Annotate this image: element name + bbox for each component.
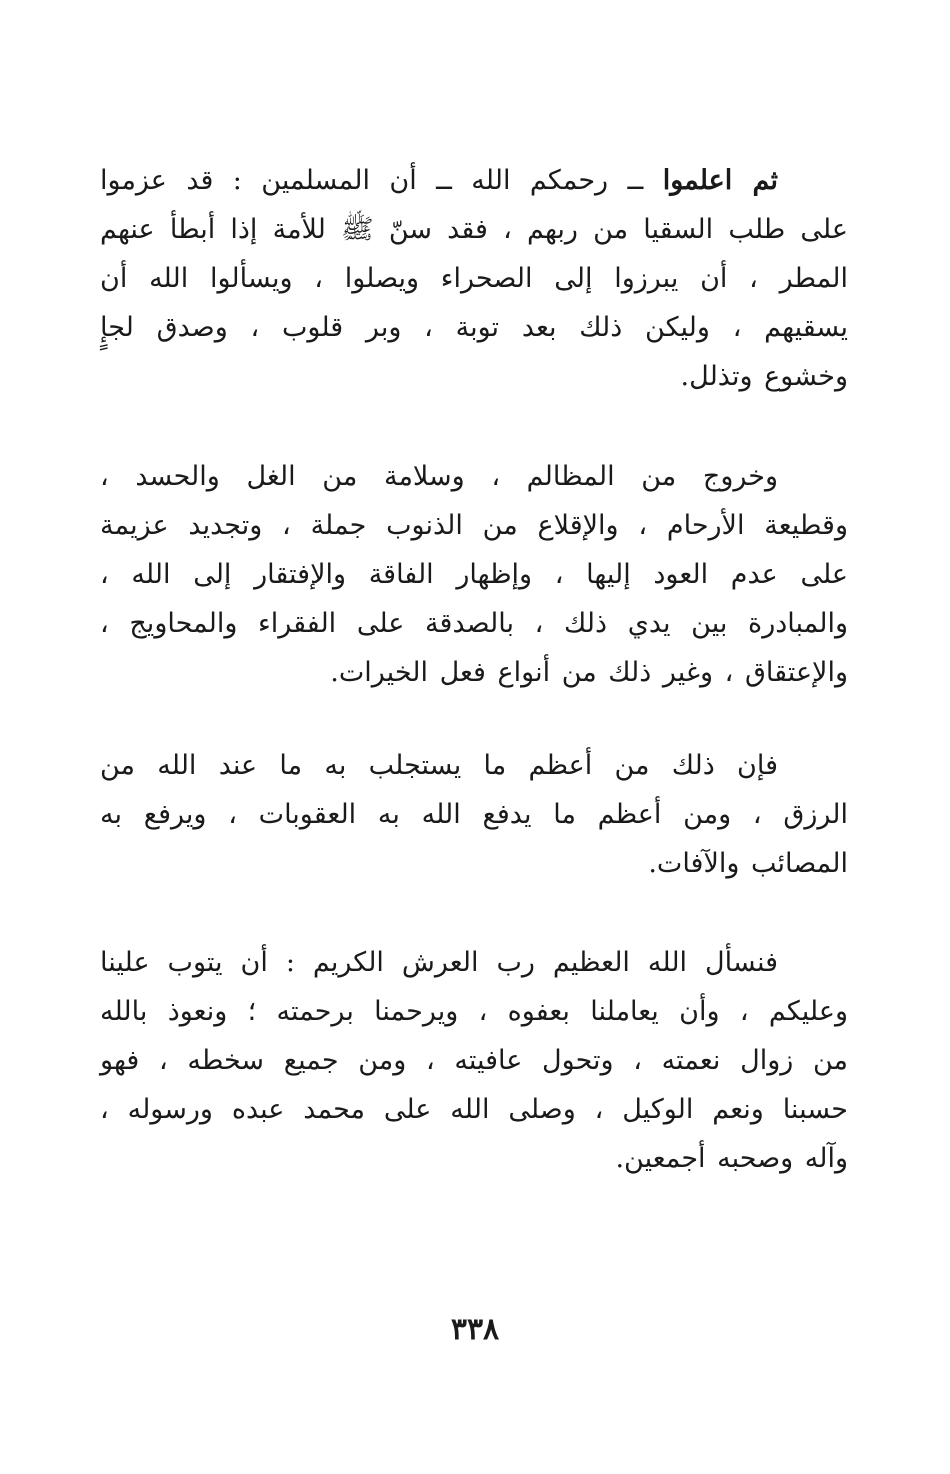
paragraph-3: [100, 741, 848, 888]
paragraph-line: حسبنا ونعم الوكيل ، وصلى الله على محمد عبده ورسوله ،: [100, 1094, 848, 1125]
paragraph-4: [100, 938, 848, 1183]
paragraph-lead: ثم اعلموا: [662, 165, 778, 196]
page-number: ٣٣٨: [450, 1312, 500, 1347]
paragraph-line: على عدم العود إليها ، وإظهار الفاقة والإفتقار إلى الله ،: [100, 559, 848, 590]
paragraph-line: وآله وصحبه أجمعين.: [615, 1143, 848, 1174]
paragraph-line: والإعتقاق ، وغير ذلك من أنواع فعل الخيرات.: [330, 657, 848, 688]
paragraph-2: [100, 452, 848, 697]
paragraph-line: فنسأل الله العظيم رب العرش الكريم : أن يتوب علينا: [100, 947, 778, 978]
paragraph-line: الرزق ، ومن أعظم ما يدفع الله به العقوبات ، ويرفع به: [100, 799, 848, 830]
paragraph-line: وخشوع وتذلل.: [680, 361, 848, 392]
paragraph-1: [100, 156, 848, 401]
paragraph-line: فإن ذلك من أعظم ما يستجلب به ما عند الله من: [100, 750, 778, 781]
paragraph-line: وعليكم ، وأن يعاملنا بعفوه ، ويرحمنا برحمته ؛ ونعوذ بالله: [100, 996, 848, 1027]
paragraph-line: والمبادرة بين يدي ذلك ، بالصدقة على الفقراء والمحاويج ،: [100, 608, 848, 639]
paragraph-line: وخروج من المظالم ، وسلامة من الغل والحسد ،: [100, 461, 778, 492]
paragraph-line: على طلب السقيا من ربهم ، فقد سنّ ﷺ للأمة إذا أبطأ عنهم: [100, 214, 848, 245]
paragraph-line: ثم اعلموا ــ رحمكم الله ــ أن المسلمين : قد عزموا: [100, 165, 778, 196]
paragraph-line: المطر ، أن يبرزوا إلى الصحراء ويصلوا ، ويسألوا الله أن: [100, 263, 848, 294]
paragraph-line: يسقيهم ، وليكن ذلك بعد توبة ، وبر قلوب ، وصدق لجإٍ: [100, 312, 848, 343]
paragraph-line: من زوال نعمته ، وتحول عافيته ، ومن جميع سخطه ، فهو: [100, 1045, 848, 1076]
paragraph-line: المصائب والآفات.: [648, 848, 848, 879]
paragraph-line: وقطيعة الأرحام ، والإقلاع من الذنوب جملة ، وتجديد عزيمة: [100, 510, 848, 541]
